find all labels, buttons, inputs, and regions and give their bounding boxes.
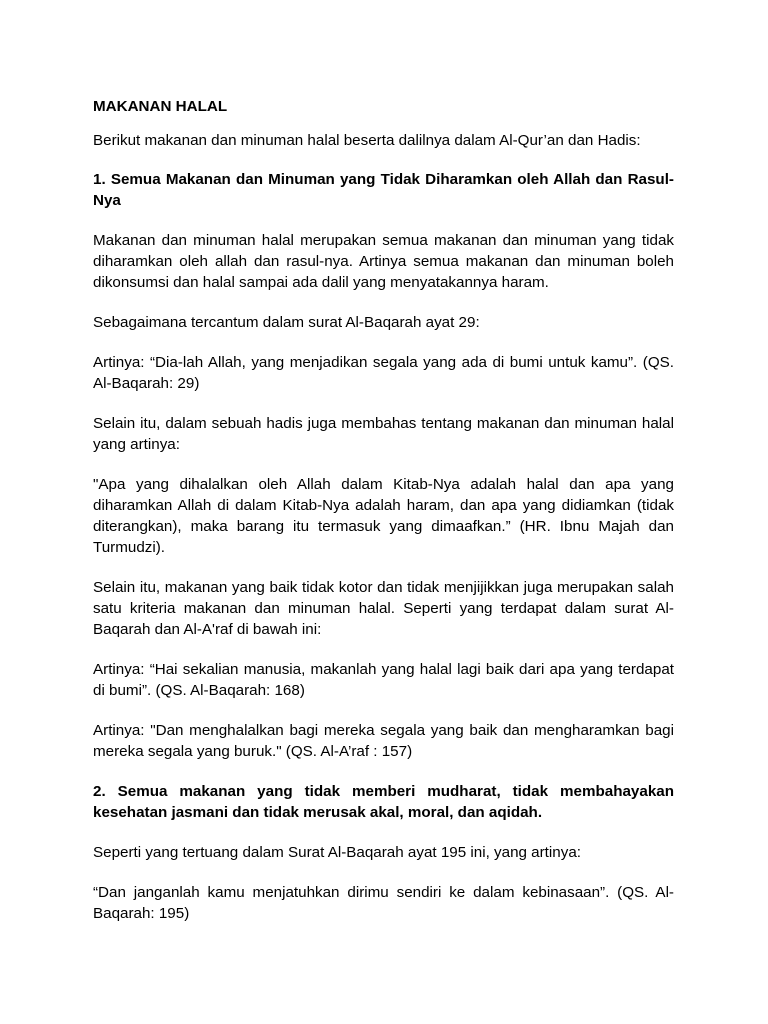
section-1-paragraph-2: Sebagaimana tercantum dalam surat Al-Baqarah ayat 29: [93, 314, 480, 331]
section-1-paragraph-3: Selain itu, dalam sebuah hadis juga membahas tentang makanan dan minuman halal yang artinya: [93, 415, 674, 453]
section-1-paragraph-4: Selain itu, makanan yang baik tidak kotor dan tidak menjijikkan juga merupakan salah satu kriteria makanan dan minuman halal. Seperti yang terdapat dalam surat Al-Baqarah dan Al-A'raf di bawah ini: [93, 579, 674, 638]
section-2-heading: 2. Semua makanan yang tidak memberi mudharat, tidak membahayakan kesehatan jasmani dan tidak merusak akal, moral, dan aqidah. [93, 783, 674, 821]
section-1-quote-1: Artinya: “Dia-lah Allah, yang menjadikan segala yang ada di bumi untuk kamu”. (QS. Al-Baqarah: 29) [93, 354, 674, 392]
section-1-quote-2: "Apa yang dihalalkan oleh Allah dalam Kitab-Nya adalah halal dan apa yang diharamkan Allah di dalam Kitab-Nya adalah haram, dan apa yang didiamkan (tidak diterangkan), maka barang itu termasuk yang dimaafkan.” (HR. Ibnu Majah dan Turmudzi). [93, 476, 674, 556]
section-1-heading: 1. Semua Makanan dan Minuman yang Tidak Diharamkan oleh Allah dan Rasul-Nya [93, 171, 674, 209]
intro-paragraph: Berikut makanan dan minuman halal beserta dalilnya dalam Al-Qur’an dan Hadis: [93, 132, 641, 149]
section-1-paragraph-1: Makanan dan minuman halal merupakan semua makanan dan minuman yang tidak diharamkan oleh allah dan rasul-nya. Artinya semua makanan dan minuman boleh dikonsumsi dan halal sampai ada dalil yang menyatakannya haram. [93, 232, 674, 291]
section-2-paragraph-1: Seperti yang tertuang dalam Surat Al-Baqarah ayat 195 ini, yang artinya: [93, 844, 581, 861]
section-2-quote-1: “Dan janganlah kamu menjatuhkan dirimu sendiri ke dalam kebinasaan”. (QS. Al-Baqarah: 195) [93, 884, 674, 922]
document-page [93, 96, 674, 943]
section-1-quote-3: Artinya: “Hai sekalian manusia, makanlah yang halal lagi baik dari apa yang terdapat di bumi”. (QS. Al-Baqarah: 168) [93, 661, 674, 699]
document-title: MAKANAN HALAL [93, 98, 228, 115]
section-1-quote-4: Artinya: "Dan menghalalkan bagi mereka segala yang baik dan mengharamkan bagi mereka segala yang buruk." (QS. Al-A’raf : 157) [93, 722, 674, 760]
